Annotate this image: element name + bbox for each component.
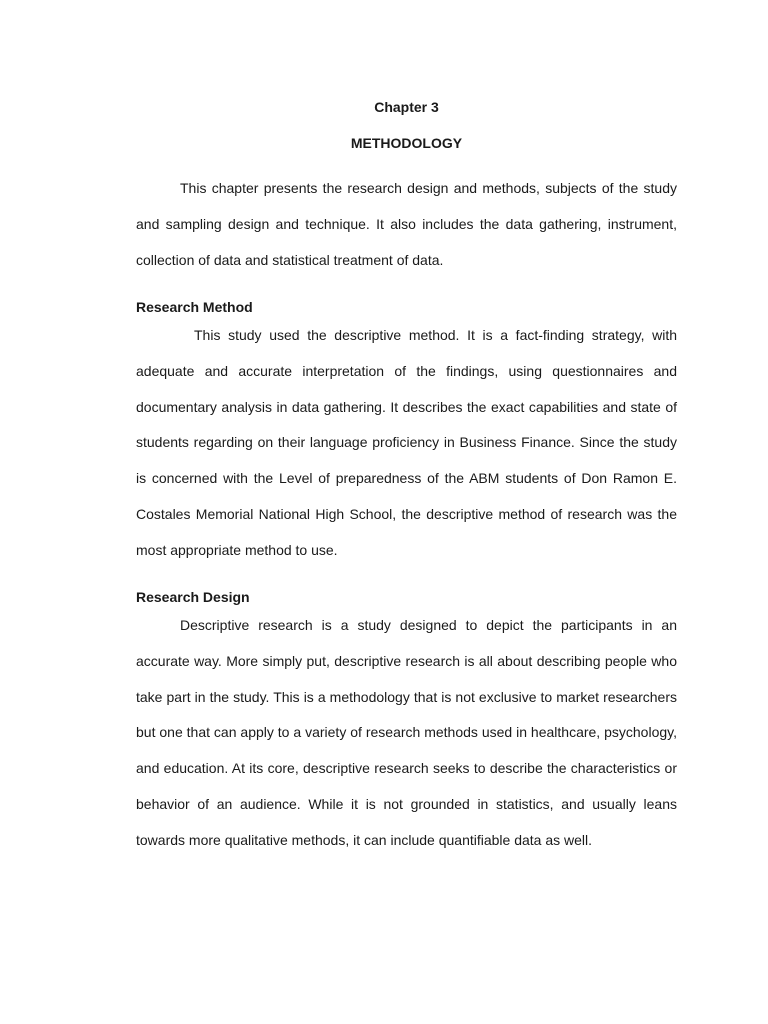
research-method-heading: Research Method <box>136 299 253 315</box>
chapter-label: Chapter 3 <box>374 99 439 115</box>
research-design-paragraph: Descriptive research is a study designed to depict the participants in an accurate way. More simply put, descriptive research is all about describing people who take part in the study. This is a methodology that is not exclusive to market researchers but one that can apply to a variety of research methods used in healthcare, psychology, and education. At its core, descriptive research seeks to describe the characteristics or behavior of an audience. While it is not grounded in statistics, and usually leans towards more qualitative methods, it can include quantifiable data as well. <box>136 617 677 848</box>
intro-paragraph: This chapter presents the research design and methods, subjects of the study and sampling design and technique. It also includes the data gathering, instrument, collection of data and statistical treatment of data. <box>136 180 677 268</box>
chapter-title: METHODOLOGY <box>350 135 463 151</box>
research-design-heading: Research Design <box>136 589 250 605</box>
research-method-paragraph: This study used the descriptive method. It is a fact-finding strategy, with adequate and accurate interpretation of the findings, using questionnaires and documentary analysis in data gathering. It describes the exact capabilities and state of students regarding on their language proficiency in Business Finance. Since the study is concerned with the Level of preparedness of the ABM students of Don Ramon E. Costales Memorial National High School, the descriptive method of research was the most appropriate method to use. <box>136 327 677 558</box>
